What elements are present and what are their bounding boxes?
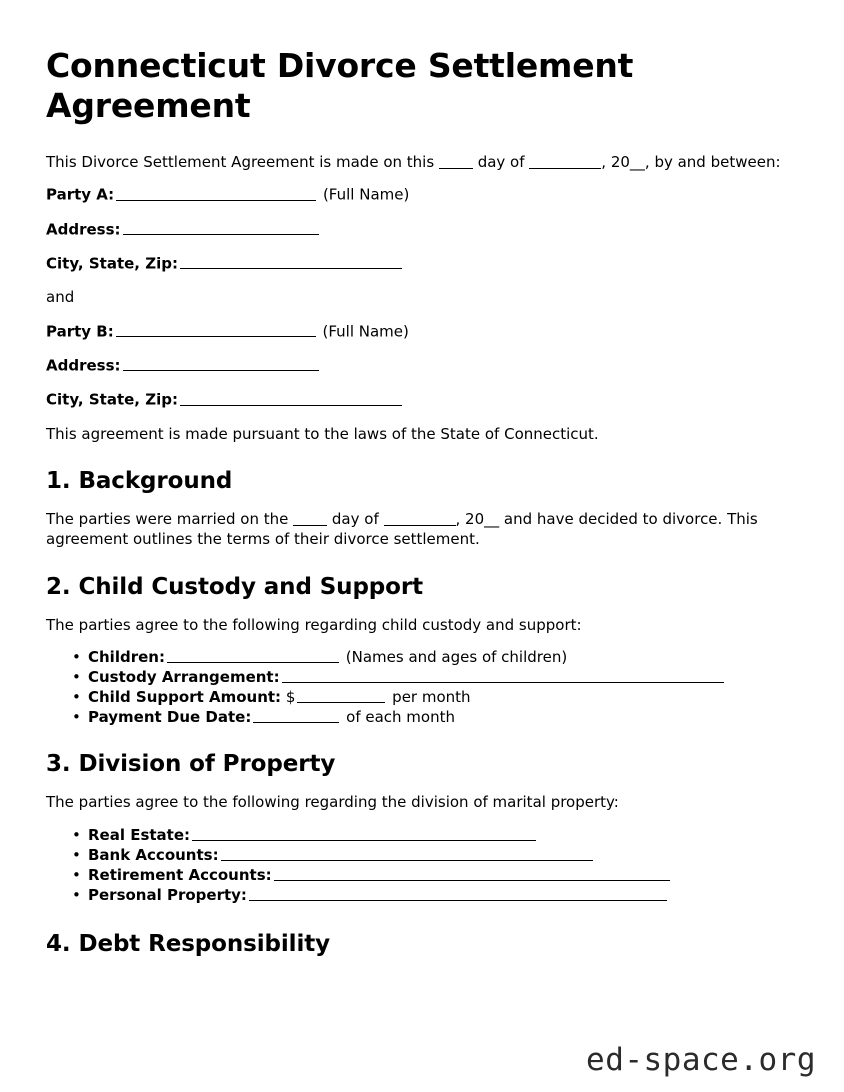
- intro-day-blank: [439, 154, 473, 169]
- child-support-currency: $: [285, 688, 296, 707]
- children-label: Children:: [88, 648, 165, 667]
- party-a-address-blank: [123, 220, 319, 235]
- list-item: [72, 825, 784, 845]
- watermark: ed-space.org: [586, 1042, 816, 1078]
- party-b-city-blank: [180, 390, 402, 405]
- child-custody-list: [46, 647, 784, 727]
- retirement-accounts-label: Retirement Accounts:: [88, 865, 272, 884]
- party-b-label: Party B:: [46, 322, 114, 341]
- party-b-address-blank: [123, 356, 319, 371]
- payment-due-date-blank: [253, 708, 339, 723]
- intro-text-part1: This Divorce Settlement Agreement is made on this: [46, 152, 439, 171]
- list-item: [72, 707, 784, 727]
- intro-paragraph: [46, 153, 781, 173]
- child-support-amount-label: Child Support Amount:: [88, 688, 282, 707]
- children-blank: [167, 648, 339, 663]
- conjunction-and: and: [46, 288, 75, 306]
- party-a-city-blank: [180, 254, 402, 269]
- personal-property-blank: [249, 886, 667, 901]
- party-a-address-label: Address:: [46, 219, 121, 238]
- party-a-label: Party A:: [46, 185, 115, 204]
- background-text-part2: day of: [327, 510, 384, 529]
- background-day-blank: [293, 512, 327, 527]
- intro-text-part3: , 20__, by and between:: [601, 152, 781, 171]
- intro-month-blank: [529, 154, 601, 169]
- party-b-name-hint: (Full Name): [322, 322, 409, 341]
- section-heading-division-of-property: 3. Division of Property: [46, 751, 336, 778]
- party-a-name-field: [46, 185, 784, 205]
- real-estate-blank: [192, 826, 536, 841]
- division-of-property-intro: The parties agree to the following regarding the division of marital property:: [46, 793, 619, 812]
- page-title: Connecticut Divorce Settlement Agreement: [46, 46, 634, 126]
- division-of-property-list: [46, 825, 784, 905]
- payment-due-date-label: Payment Due Date:: [88, 708, 252, 727]
- section-heading-debt-responsibility: 4. Debt Responsibility: [46, 930, 331, 957]
- party-a-address-field: [46, 220, 784, 240]
- party-b-name-blank: [116, 322, 316, 337]
- background-text-part3: , 20__ and have decided to divorce. This agreement outlines the terms of their divorce settlement.: [46, 510, 758, 548]
- list-item: [72, 667, 784, 687]
- party-b-city-field: [46, 390, 784, 410]
- payment-due-date-suffix: of each month: [346, 708, 455, 727]
- party-b-name-field: [46, 322, 784, 342]
- list-item: [72, 845, 784, 865]
- party-b-address-label: Address:: [46, 356, 121, 375]
- bank-accounts-blank: [221, 846, 593, 861]
- party-a-name-hint: (Full Name): [322, 185, 410, 204]
- party-b-city-label: City, State, Zip:: [46, 390, 178, 409]
- party-a-city-field: [46, 254, 784, 274]
- children-suffix: (Names and ages of children): [345, 648, 568, 667]
- personal-property-label: Personal Property:: [88, 885, 247, 904]
- list-item: [72, 885, 784, 905]
- list-item: [72, 687, 784, 707]
- intro-text-part2: day of: [472, 152, 530, 171]
- child-support-suffix: per month: [392, 688, 471, 707]
- retirement-accounts-blank: [274, 866, 670, 881]
- real-estate-label: Real Estate:: [88, 825, 191, 844]
- background-text-part1: The parties were married on the: [46, 510, 294, 529]
- background-month-blank: [384, 512, 456, 527]
- party-a-name-blank: [116, 185, 316, 200]
- party-a-city-label: City, State, Zip:: [46, 254, 178, 273]
- background-paragraph: [46, 510, 781, 550]
- child-support-amount-blank: [297, 688, 385, 703]
- custody-arrangement-label: Custody Arrangement:: [88, 668, 280, 687]
- section-heading-child-custody: 2. Child Custody and Support: [46, 573, 424, 600]
- list-item: [72, 647, 784, 667]
- bank-accounts-label: Bank Accounts:: [88, 845, 219, 864]
- child-custody-intro: The parties agree to the following regarding child custody and support:: [46, 615, 582, 634]
- section-heading-background: 1. Background: [46, 468, 233, 495]
- custody-arrangement-blank: [282, 668, 724, 683]
- party-b-address-field: [46, 356, 784, 376]
- jurisdiction-statement: This agreement is made pursuant to the laws of the State of Connecticut.: [46, 424, 599, 443]
- list-item: [72, 865, 784, 885]
